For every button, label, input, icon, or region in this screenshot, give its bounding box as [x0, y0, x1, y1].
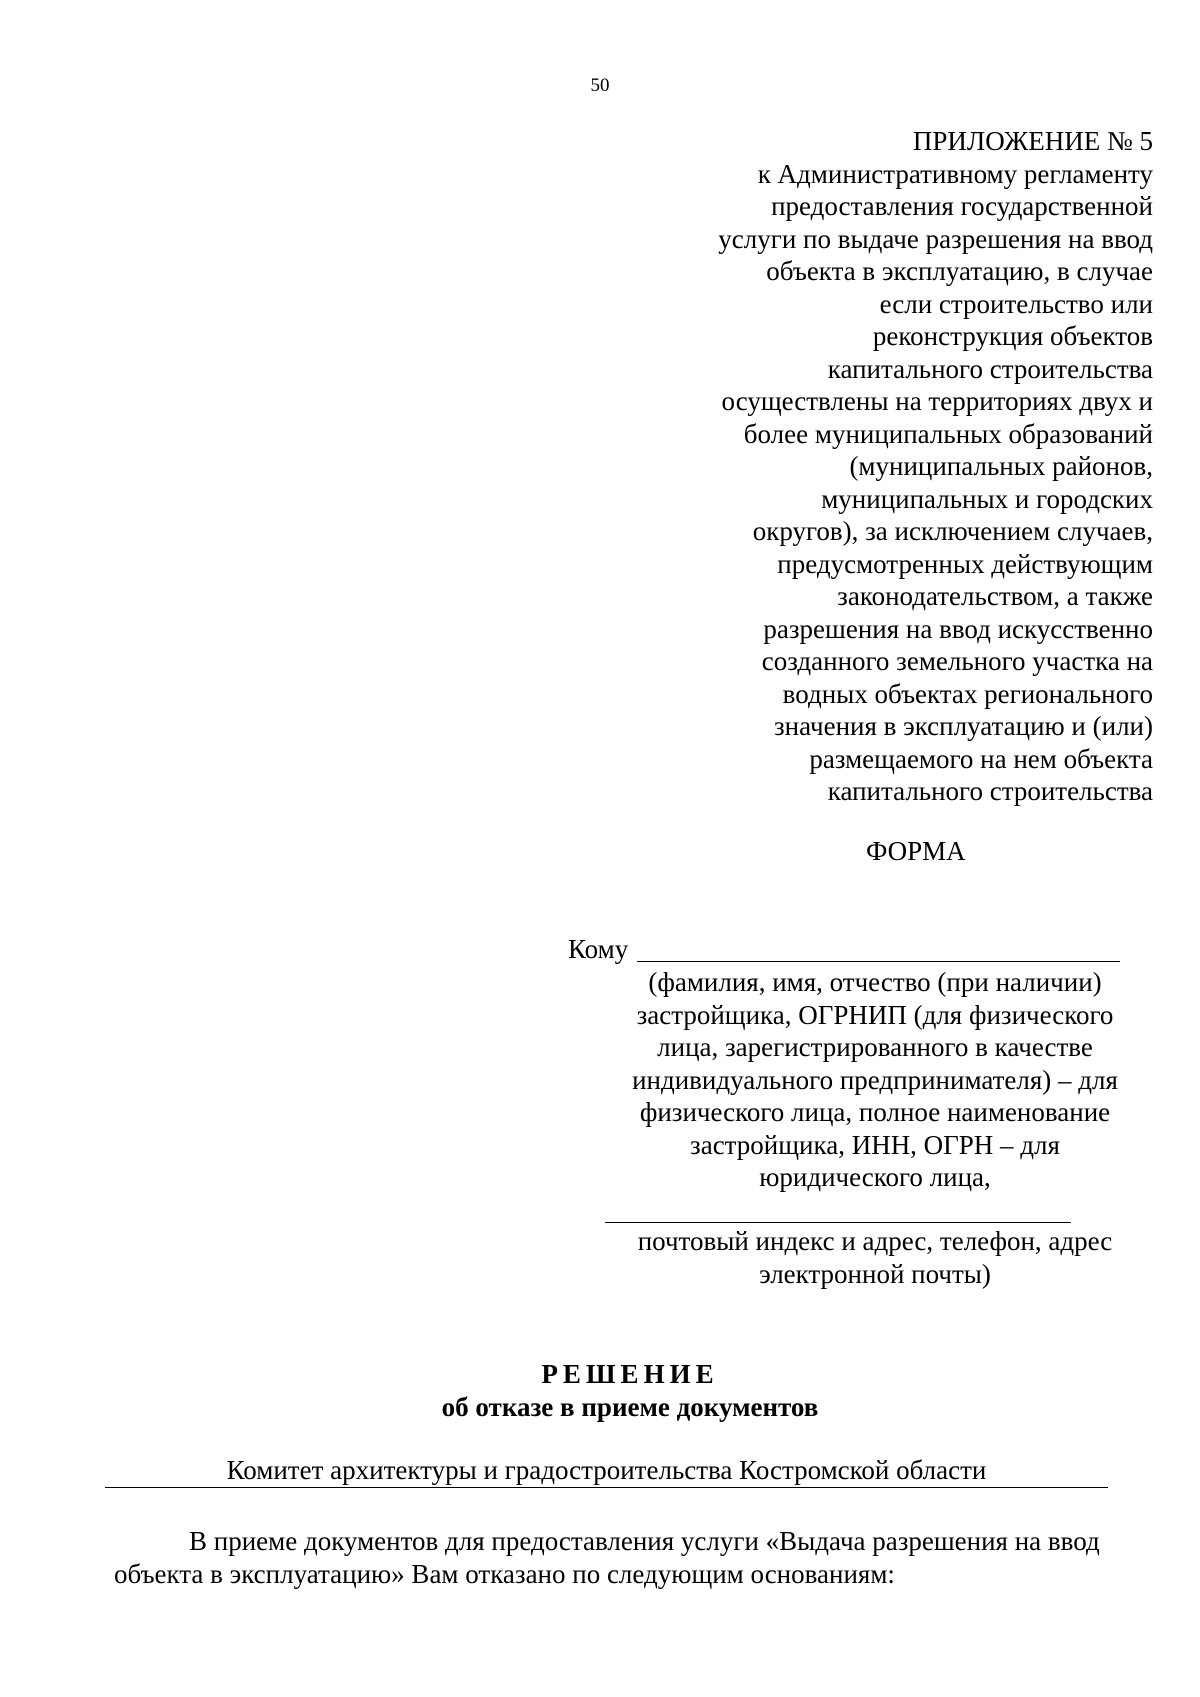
authority-name: Комитет архитектуры и градостроительства Костромской области: [105, 1454, 1108, 1488]
appendix-line: значения в эксплуатацию и (или): [773, 711, 1153, 741]
address-caption: [600, 1225, 1150, 1290]
caption-line: индивидуального предпринимателя) – для: [632, 1064, 1118, 1095]
appendix-block: [633, 125, 1153, 808]
appendix-line: более муниципальных образований: [743, 418, 1153, 449]
appendix-line: разрешения на ввод искусственно: [763, 613, 1153, 644]
recipient-caption: [600, 966, 1150, 1194]
appendix-line: предоставления государственной: [771, 191, 1153, 221]
caption-line: застройщика, ОГРНИП (для физического: [636, 999, 1114, 1030]
appendix-line: капитального строительства: [827, 353, 1153, 384]
appendix-line: если строительство или: [879, 288, 1153, 319]
caption-line: застройщика, ИНН, ОГРН – для: [690, 1129, 1060, 1160]
body-line: В приеме документов для предоставления услуги «Выдача разрешения на ввод: [189, 1526, 1100, 1556]
body-line: объекта в эксплуатацию» Вам отказано по следующим основаниям:: [114, 1558, 895, 1589]
caption-line: физического лица, полное наименование: [639, 1097, 1111, 1127]
appendix-title: ПРИЛОЖЕНИЕ № 5: [912, 126, 1153, 156]
appendix-line: осуществлены на территориях двух и: [721, 386, 1153, 416]
appendix-line: размещаемого на нем объекта: [809, 743, 1153, 774]
recipient-name-field[interactable]: [637, 961, 1120, 962]
appendix-line: (муниципальных районов,: [849, 451, 1153, 481]
page-number: 50: [590, 75, 610, 96]
caption-line: юридического лица,: [759, 1162, 991, 1192]
appendix-line: капитального строительства: [827, 776, 1153, 806]
decision-title: РЕШЕНИЕ: [541, 1359, 719, 1389]
appendix-line: округов), за исключением случаев,: [752, 516, 1153, 546]
caption-line: почтовый индекс и адрес, телефон, адрес: [637, 1226, 1113, 1256]
appendix-line: законодательством, а также: [837, 581, 1153, 611]
appendix-line: водных объектах регионального: [782, 678, 1153, 709]
appendix-line: предусмотренных действующим: [777, 548, 1153, 579]
caption-line: (фамилия, имя, отчество (при наличии): [648, 967, 1102, 997]
caption-line: лица, зарегистрированного в качестве: [657, 1032, 1093, 1062]
appendix-line: реконструкция объектов: [872, 321, 1153, 351]
form-label: ФОРМА: [866, 836, 966, 866]
recipient-to-label: Кому: [568, 934, 629, 964]
caption-line: электронной почты): [759, 1258, 991, 1289]
recipient-address-field[interactable]: [605, 1222, 1071, 1223]
appendix-line: муниципальных и городских: [821, 483, 1153, 514]
decision-subtitle: об отказе в приеме документов: [441, 1392, 819, 1422]
body-paragraph: [114, 1525, 1150, 1590]
appendix-line: к Административному регламенту: [757, 158, 1153, 189]
appendix-line: созданного земельного участка на: [761, 646, 1153, 676]
appendix-line: объекта в эксплуатацию, в случае: [766, 256, 1153, 286]
appendix-description: [633, 158, 1153, 808]
appendix-line: услуги по выдаче разрешения на ввод: [718, 223, 1153, 254]
